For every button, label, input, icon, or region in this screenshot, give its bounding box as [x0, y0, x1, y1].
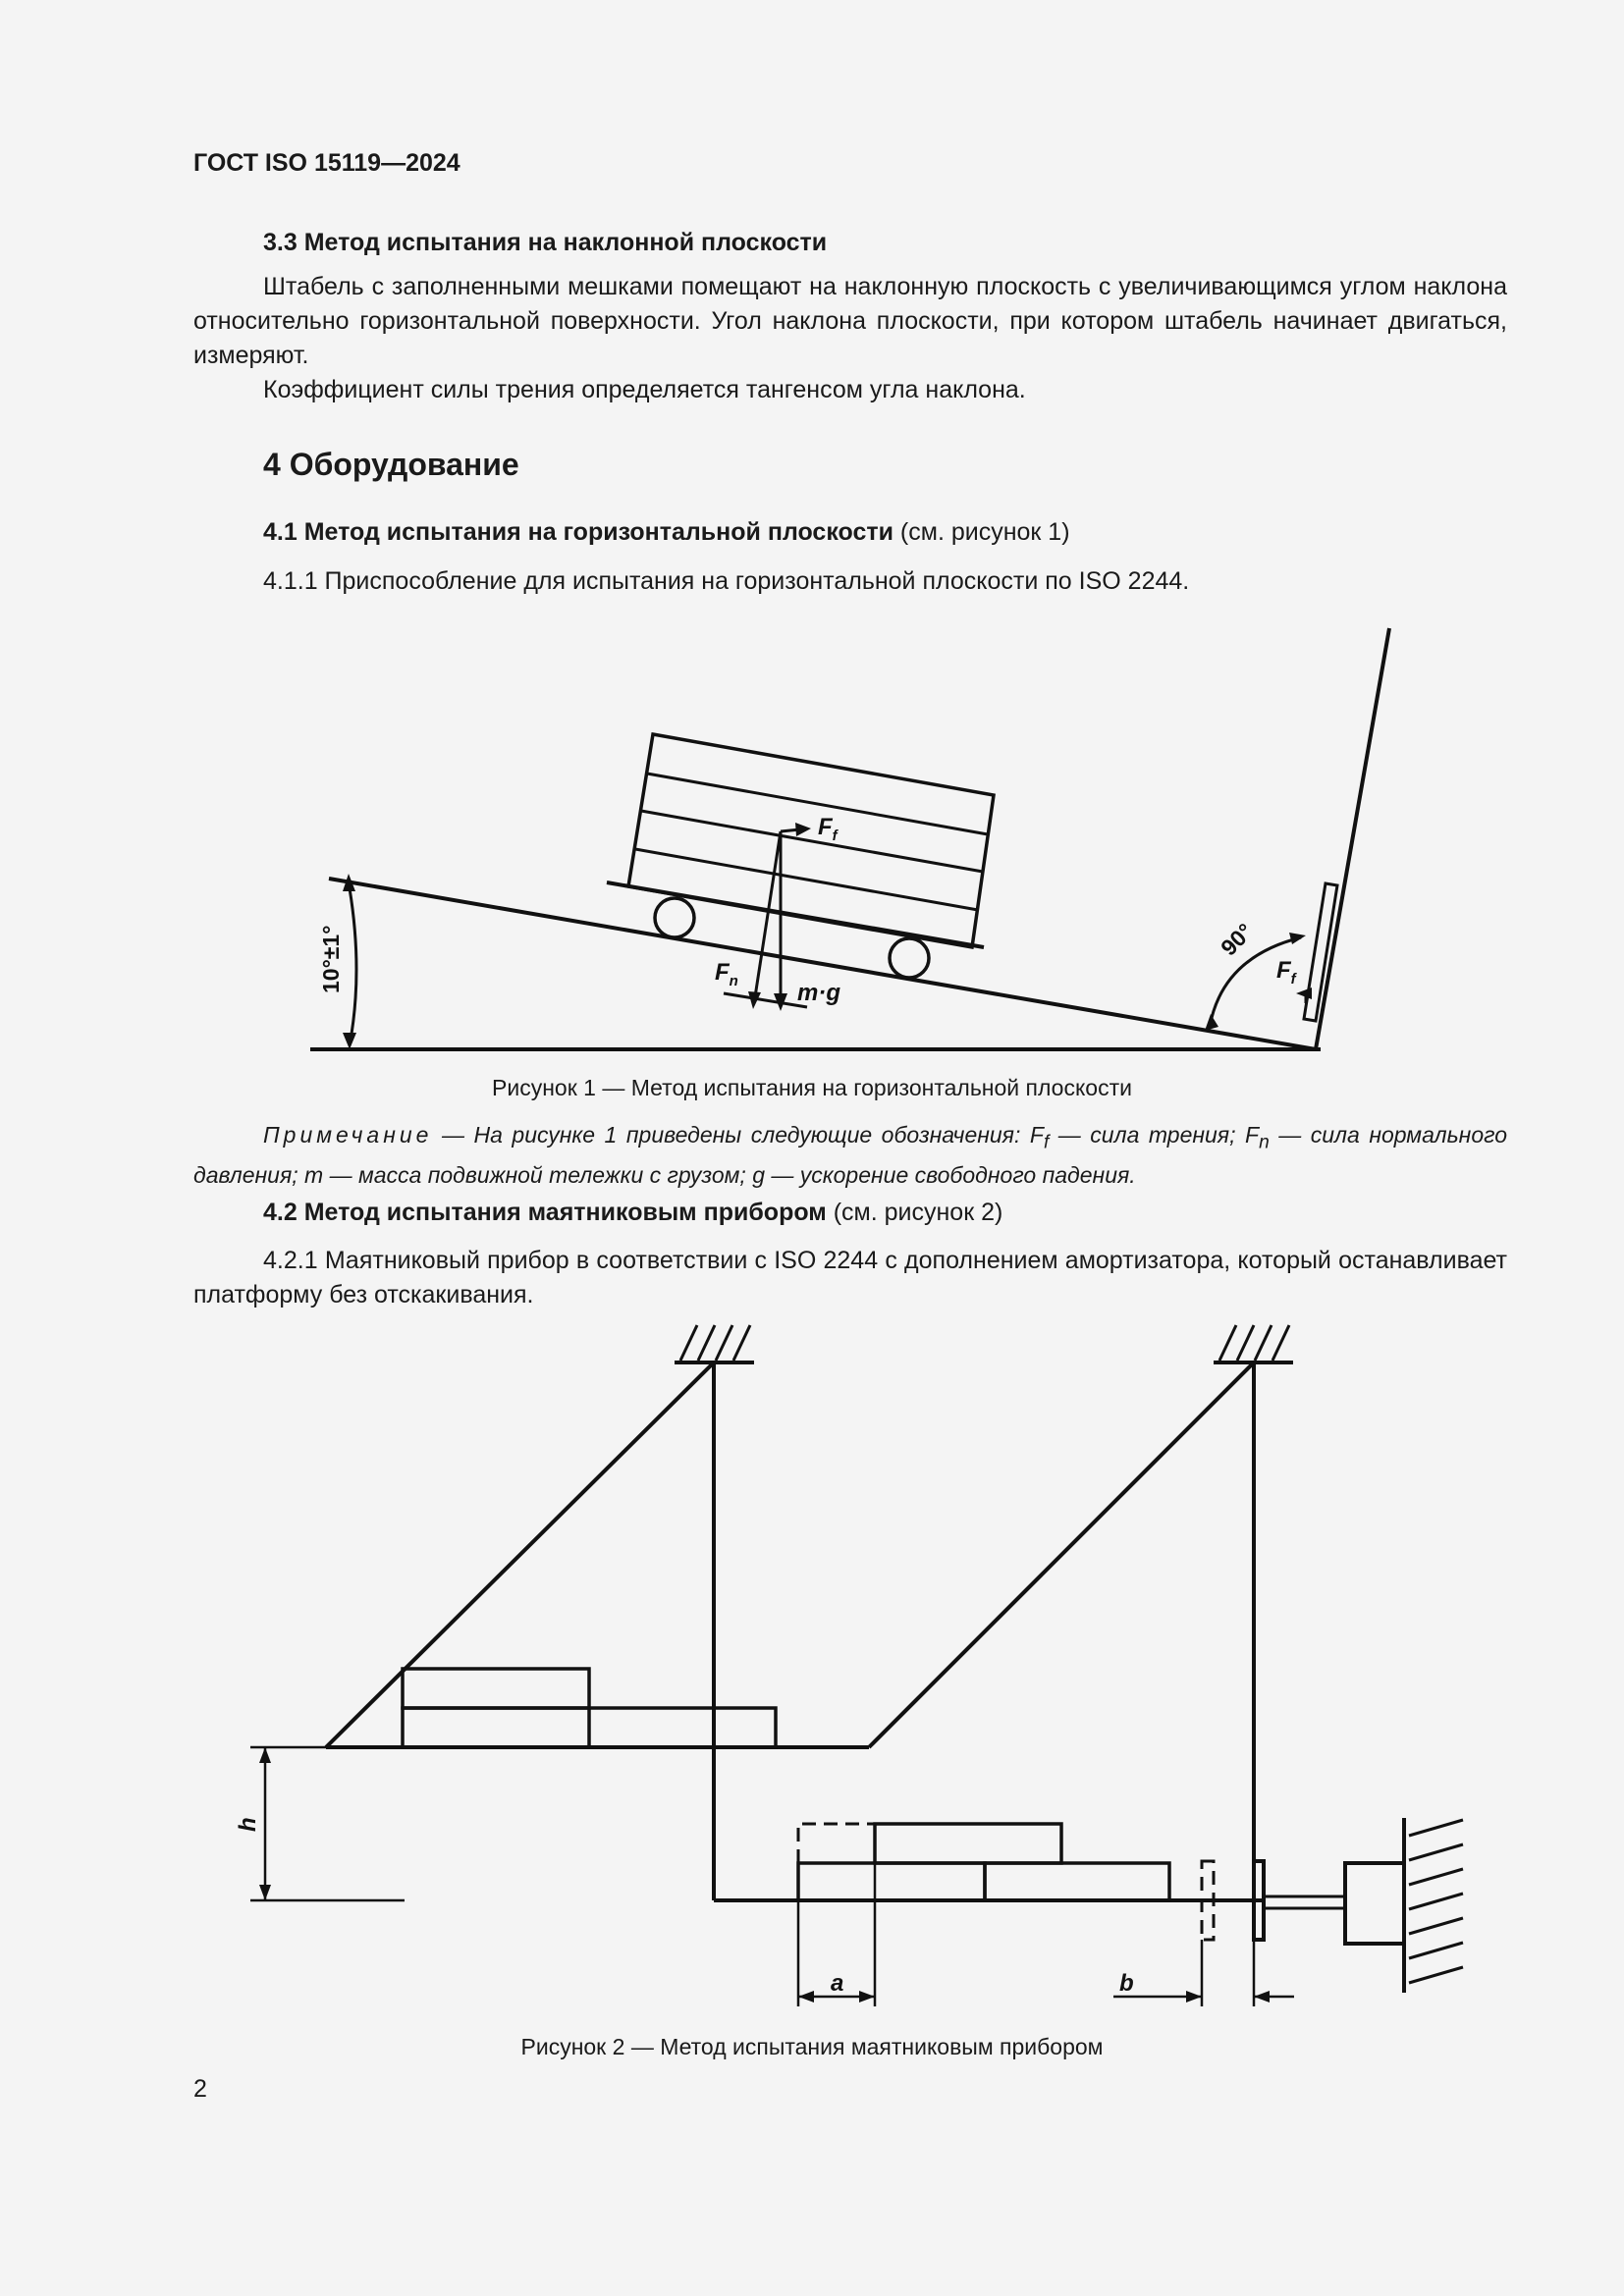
section-4-2-title: 4.2 Метод испытания маятниковым прибором — [263, 1199, 827, 1226]
section-4-2-heading — [263, 1196, 1002, 1230]
section-4-2-figure-ref: (см. рисунок 2) — [826, 1199, 1003, 1226]
fn-label: $F_n$ — [715, 959, 738, 989]
arc-arrow-right — [1289, 933, 1306, 944]
stopper-force-arrow — [1296, 988, 1312, 999]
mg-label: m·g — [797, 980, 840, 1006]
b-dimension-label: b — [1119, 1970, 1134, 1997]
inclined-plane — [329, 879, 1316, 1049]
page-number: 2 — [193, 2075, 207, 2103]
wheel-right — [890, 938, 929, 978]
section-3-3-paragraph-1: Штабель с заполненными мешками помещают на наклонную плоскость с увеличивающимся углом наклона относительно горизонтальной поверхности. Угол наклона плоскости, при котором штабель начинает двигаться, измеряют. — [193, 273, 1507, 369]
note-label: Примечание — [263, 1122, 433, 1148]
section-4-heading: 4 Оборудование — [263, 447, 519, 482]
h-dimension-label: h — [235, 1817, 261, 1832]
right-angle-label: 90° — [1216, 918, 1259, 961]
figure-1-note: Примечание — На рисунке 1 приведены следующие обозначения: $F_f$ — сила трения; $F_n$ — сила нормального давления; m — масса подвижной тележки с грузом; g — ускорение свободного падения. — [193, 1122, 1508, 1188]
ff-arrowhead — [795, 823, 811, 836]
section-3-3-paragraph-2: Коэффициент силы трения определяется тангенсом угла наклона. — [263, 376, 1026, 403]
figure-1-caption: Рисунок 1 — Метод испытания на горизонтальной плоскости — [492, 1075, 1132, 1100]
angle-arc — [350, 888, 356, 1045]
angle-arrow-bottom — [343, 1033, 356, 1049]
figure-2-caption: Рисунок 2 — Метод испытания маятниковым прибором — [520, 2034, 1104, 2059]
wheel-left — [655, 898, 694, 937]
end-wall — [1316, 628, 1389, 1049]
stopper-ff-label: $F_f$ — [1276, 957, 1296, 988]
section-4-2-1-item: 4.2.1 Маятниковый прибор в соответствии с ISO 2244 с дополнением амортизатора, который останавливает платформу без отскакивания. — [193, 1247, 1507, 1308]
figure-2-pendulum-diagram — [250, 1325, 1463, 2006]
section-3-3-heading: 3.3 Метод испытания на наклонной плоскости — [263, 229, 828, 256]
section-4-1-1-item: 4.1.1 Приспособление для испытания на горизонтальной плоскости по ISO 2244. — [263, 567, 1190, 595]
arc-arrow-left — [1205, 1014, 1218, 1031]
ff-label: $F_f$ — [818, 814, 838, 844]
section-4-1-figure-ref: (см. рисунок 1) — [893, 518, 1070, 546]
a-dimension-label: a — [831, 1970, 844, 1997]
incline-angle-label: 10°±1° — [318, 925, 344, 993]
fn-vector — [754, 831, 781, 1003]
section-4-1-title: 4.1 Метод испытания на горизонтальной плоскости — [263, 518, 893, 546]
document-header: ГОСТ ISO 15119—2024 — [193, 149, 460, 177]
